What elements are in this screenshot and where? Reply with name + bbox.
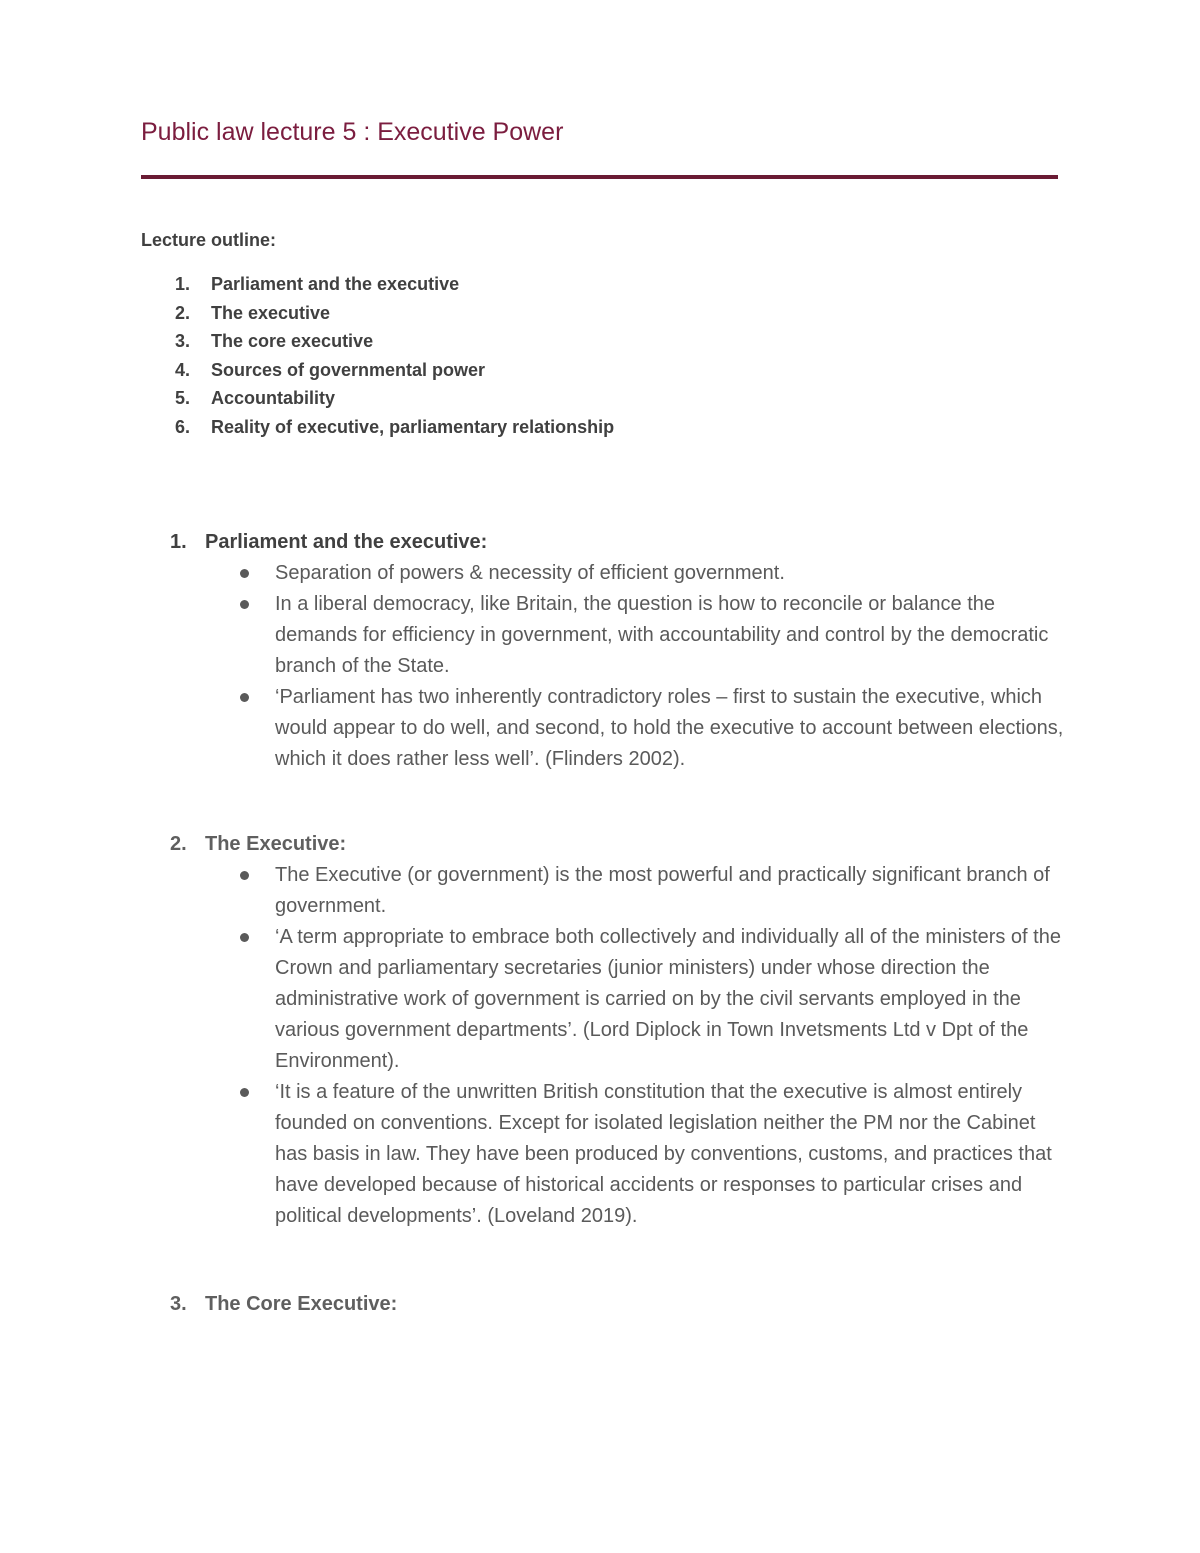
bullet-icon: [240, 569, 249, 578]
bullet-icon: [240, 693, 249, 702]
section-core-executive: [168, 1288, 397, 1320]
bullet-text: Separation of powers & necessity of efficient government.: [275, 562, 785, 584]
section-number: 3.: [170, 1293, 187, 1315]
outline-item-number: 3.: [175, 331, 191, 352]
outline-item-number: 1.: [175, 274, 191, 294]
outline-item: [172, 299, 614, 328]
section-heading: [168, 526, 968, 558]
bullet-list: [168, 558, 1064, 775]
outline-item-number: 4.: [175, 359, 191, 380]
outline-item-number: 6.: [175, 416, 191, 437]
outline-item-label: The executive: [211, 302, 331, 323]
title-divider: [141, 175, 1058, 179]
outline-item-number: 5.: [175, 388, 191, 409]
outline-item: [172, 327, 614, 356]
outline-item: [172, 356, 614, 385]
bullet-text: ‘A term appropriate to embrace both collectively and individually all of the ministers of the Crown and parliamentary secretaries (junior ministers) under whose direction the administrative work of government is carried on by the civil servants employed in the various government departments’. (Lord Diplock in Town Invetsments Ltd v Dpt of the Environment).: [275, 926, 1061, 1072]
bullet-item: [168, 558, 968, 589]
section-number: 1.: [170, 531, 187, 553]
bullet-item: [168, 860, 1050, 922]
bullet-item: [168, 589, 1049, 682]
outline-item-label: The core executive: [211, 331, 374, 352]
bullet-icon: [240, 933, 249, 942]
outline-item-label: Accountability: [211, 388, 336, 409]
section-heading: [168, 828, 968, 860]
section-title: Parliament and the executive:: [205, 531, 488, 553]
bullet-text: ‘It is a feature of the unwritten British constitution that the executive is almost entirely founded on conventions. Except for isolated legislation neither the PM nor the Cabinet has basis in law. They have been produced by conventions, customs, and practices that have developed because of historical accidents or responses to particular crises and political developments’. (Loveland 2019).: [275, 1081, 1052, 1227]
outline-item-label: Parliament and the executive: [211, 274, 460, 294]
bullet-text: ‘Parliament has two inherently contradictory roles – first to sustain the executive, which would appear to do well, and second, to hold the executive to account between elections, which it does rather less well’. (Flinders 2002).: [275, 686, 1064, 770]
outline-item-number: 2.: [175, 302, 191, 323]
bullet-icon: [240, 871, 249, 880]
section-heading: [168, 1288, 397, 1320]
bullet-text: The Executive (or government) is the most powerful and practically significant branch of government.: [275, 864, 1050, 917]
bullet-item: [168, 682, 1064, 775]
bullet-icon: [240, 600, 249, 609]
bullet-item: [168, 922, 1061, 1077]
outline-heading: Lecture outline:: [141, 230, 277, 250]
outline-item: [172, 270, 614, 299]
section-parliament-and-executive: [168, 526, 1064, 775]
section-title: The Executive:: [205, 833, 347, 855]
outline-item-label: Sources of governmental power: [211, 359, 486, 380]
section-the-executive: [168, 828, 1061, 1232]
section-number: 2.: [170, 833, 187, 855]
section-title: The Core Executive:: [205, 1293, 398, 1315]
outline-item: [172, 413, 614, 442]
outline-list: [172, 270, 614, 442]
bullet-text: In a liberal democracy, like Britain, the question is how to reconcile or balance the demands for efficiency in government, with accountability and control by the democratic branch of the State.: [275, 593, 1049, 677]
bullet-list: [168, 860, 1061, 1232]
document-title: Public law lecture 5 : Executive Power: [141, 118, 564, 146]
outline-item-label: Reality of executive, parliamentary relationship: [211, 416, 615, 437]
bullet-item: [168, 1077, 1052, 1232]
bullet-icon: [240, 1088, 249, 1097]
outline-item: [172, 384, 614, 413]
